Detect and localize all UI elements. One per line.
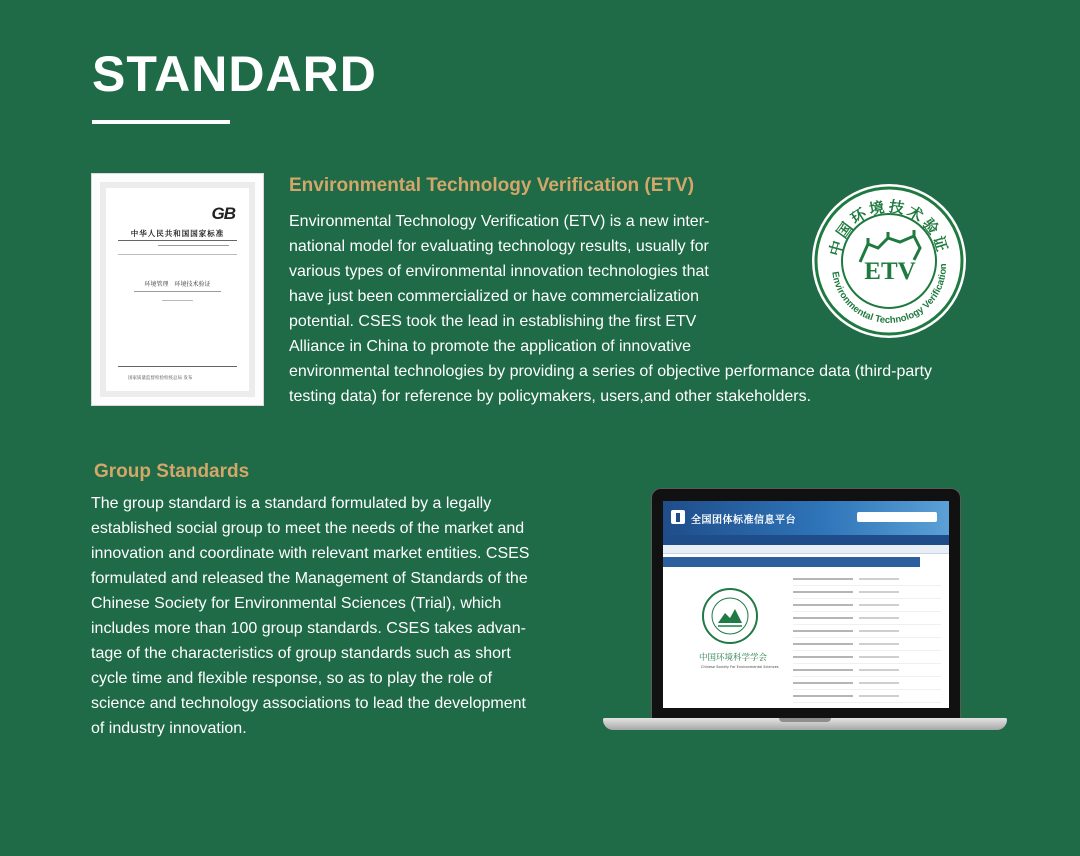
certificate-issuer: 国家质量监督检验检疫总局 发布 xyxy=(128,376,193,381)
gs-line: formulated and released the Management of Standards of the xyxy=(91,570,528,587)
etv-heading: Environmental Technology Verification (ETV) xyxy=(289,175,695,196)
group-standards-heading: Group Standards xyxy=(94,461,250,482)
gs-line: The group standard is a standard formulated by a legally xyxy=(91,495,492,512)
gs-line: innovation and coordinate with relevant market entities. CSES xyxy=(91,545,530,562)
table-row xyxy=(793,690,941,703)
table-row xyxy=(793,625,941,638)
etv-paragraph-tail xyxy=(289,359,1009,409)
gs-line: science and technology associations to lead the development xyxy=(91,695,526,712)
certificate-frame xyxy=(100,182,255,397)
gs-line: established social group to meet the needs of the market and xyxy=(91,520,525,537)
group-standards-paragraph xyxy=(91,491,581,741)
table-row xyxy=(793,638,941,651)
certificate-rule-top xyxy=(118,240,237,241)
certificate-country-line: 中华人民共和国国家标准 xyxy=(130,229,225,238)
etv-line: various types of environmental innovation technologies that xyxy=(289,263,709,280)
gs-line: of industry innovation. xyxy=(91,720,247,737)
laptop-mockup xyxy=(603,488,1007,734)
seal-etv-mark: ETV xyxy=(864,258,916,285)
seal-en-text: Environmental Technology Verification xyxy=(829,263,950,327)
etv-seal-logo xyxy=(810,182,968,340)
etv-line: environmental technologies by providing a series of objective performance data (third-party xyxy=(289,363,933,380)
etv-line: national model for evaluating technology results, usually for xyxy=(289,238,709,255)
laptop-screen xyxy=(663,501,949,708)
laptop-notch xyxy=(779,718,831,722)
site-banner xyxy=(663,501,949,535)
certificate-subtitle-line-2 xyxy=(162,300,193,301)
org-info-table xyxy=(793,573,941,703)
etv-line: Environmental Technology Verification (ETV) is a new inter- xyxy=(289,213,710,230)
site-section-tab xyxy=(663,557,920,567)
table-row xyxy=(793,586,941,599)
certificate-subtitle-line xyxy=(134,291,221,292)
page-title: STANDARD xyxy=(92,46,377,102)
cses-name-en: Chinese Society For Environmental Sciences xyxy=(701,665,779,669)
table-row xyxy=(793,612,941,625)
site-content xyxy=(663,567,949,707)
table-row xyxy=(793,573,941,586)
certificate-doc-title: 环境管理 环境技术验证 xyxy=(144,281,211,288)
seal-cn-text: 中国环境技术验证 xyxy=(825,197,952,258)
site-title: 全国团体标准信息平台 xyxy=(691,515,796,526)
certificate-code-line xyxy=(158,245,229,246)
gs-line: Chinese Society for Environmental Sciences (Trial), which xyxy=(91,595,502,612)
title-underline xyxy=(92,120,230,124)
platform-logo-icon xyxy=(671,510,685,524)
table-row xyxy=(793,664,941,677)
etv-line: potential. CSES took the lead in establishing the first ETV xyxy=(289,313,697,330)
etv-line: have just been commercialized or have commercialization xyxy=(289,288,699,305)
cses-seal-icon xyxy=(701,587,759,645)
site-search-box xyxy=(857,512,937,522)
gs-line: includes more than 100 group standards. CSES takes advan- xyxy=(91,620,526,637)
etv-line: Alliance in China to promote the application of innovative xyxy=(289,338,692,355)
site-nav-bar xyxy=(663,535,949,545)
standard-certificate-image xyxy=(91,173,264,406)
etv-paragraph-wrapped xyxy=(289,209,766,359)
table-row xyxy=(793,599,941,612)
laptop-lid xyxy=(651,488,961,720)
gb-emblem: GB xyxy=(211,204,235,223)
gs-line: cycle time and flexible response, so as to play the role of xyxy=(91,670,493,687)
site-notice-strip xyxy=(663,545,949,554)
etv-line: testing data) for reference by policymakers, users,and other stakeholders. xyxy=(289,388,812,405)
gs-line: tage of the characteristics of group standards such as short xyxy=(91,645,511,662)
cses-name-cn: 中国环境科学学会 xyxy=(699,653,768,663)
certificate-paper xyxy=(118,196,237,381)
table-row xyxy=(793,651,941,664)
certificate-rule-bottom xyxy=(118,366,237,367)
table-row xyxy=(793,677,941,690)
certificate-rule-2 xyxy=(118,254,237,255)
